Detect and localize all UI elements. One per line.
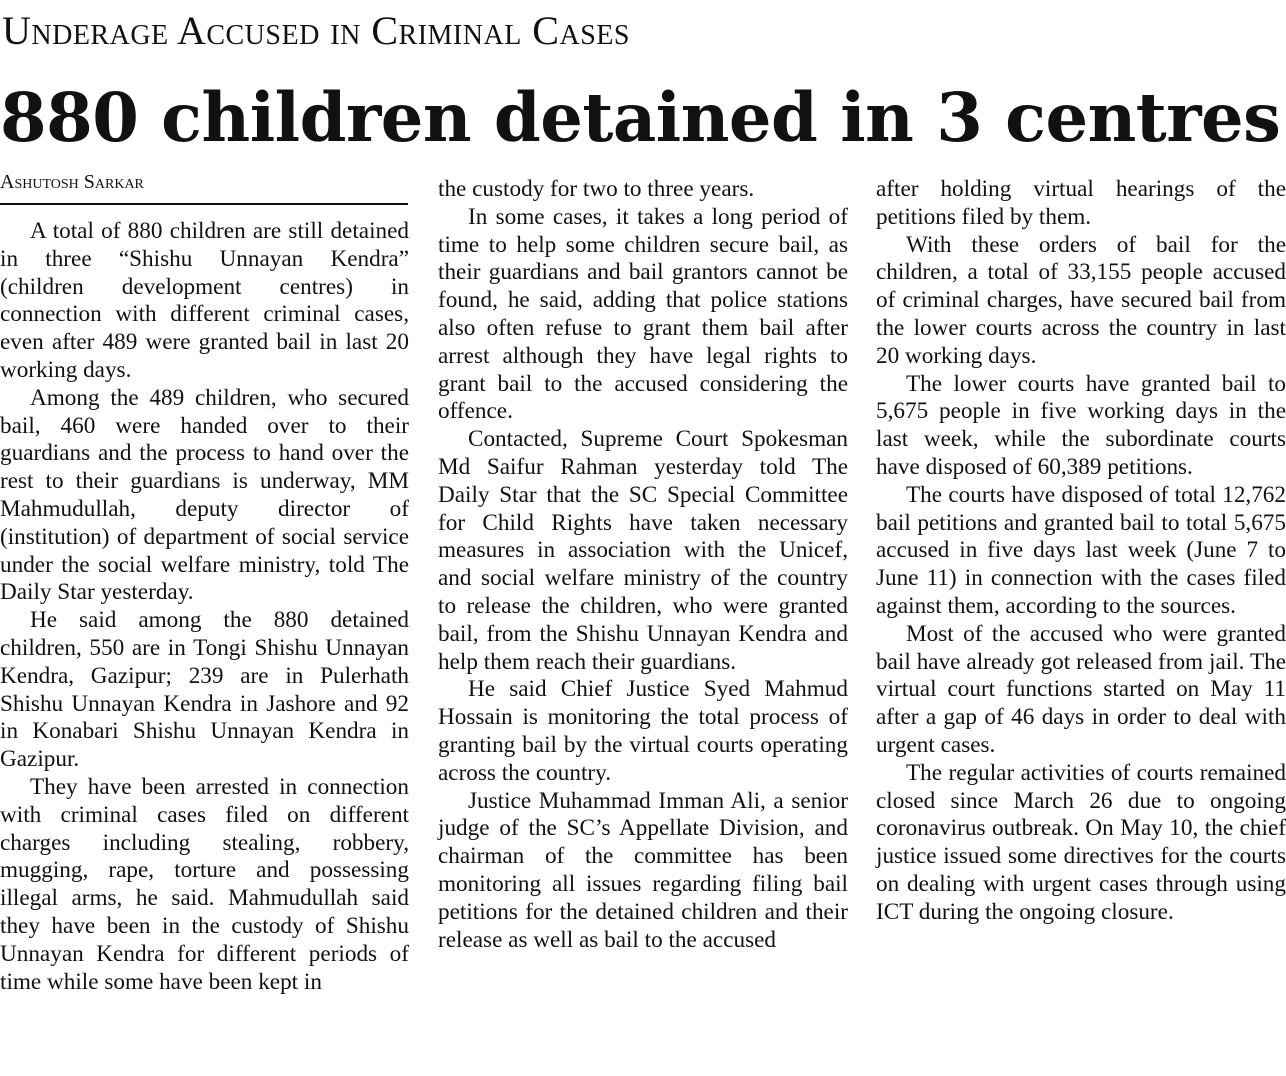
- article-column-2: [438, 176, 848, 1070]
- paragraph-continuation: the custody for two to three years.: [438, 176, 755, 202]
- article-column-1: [0, 218, 409, 1070]
- paragraph: Contacted, Supreme Court Spokesman Md Saifur Rahman yesterday told The Daily Star that the SC Special Committee for Child Rights have taken necessary measures in association with the Unicef, and social welfare ministry of the country to release the children, who were granted bail, from the Shishu Unnayan Kendra and help them reach their guardians.: [438, 426, 848, 675]
- paragraph: A total of 880 children are still detained in three “Shishu Unnayan Kendra” (children development centres) in connection with different criminal cases, even after 489 were granted bail in last 20 working days.: [0, 218, 409, 383]
- paragraph: The regular activities of courts remained closed since March 26 due to ongoing coronavirus outbreak. On May 10, the chief justice issued some directives for the courts on dealing with urgent cases through using ICT during the ongoing closure.: [876, 759, 1286, 925]
- byline: Ashutosh Sarkar: [0, 170, 408, 205]
- paragraph-continuation: after holding virtual hearings of the petitions filed by them.: [876, 176, 1286, 230]
- paragraph: He said among the 880 detained children, 550 are in Tongi Shishu Unnayan Kendra, Gazipur; 239 are in Pulerhath Shishu Unnayan Kendra in Jashore and 92 in Konabari Shishu Unnayan Kendra in Gazipur.: [0, 607, 409, 773]
- kicker: Underage Accused in Criminal Cases: [2, 8, 630, 53]
- headline: 880 children detained in 3 centres: [0, 78, 1281, 157]
- paragraph: The courts have disposed of total 12,762 bail petitions and granted bail to total 5,675 accused in five days last week (June 7 to June 11) in connection with the cases filed against them, according to the sources.: [876, 481, 1286, 619]
- paragraph: Most of the accused who were granted bail have already got released from jail. The virtual court functions started on May 11 after a gap of 46 days in order to deal with urgent cases.: [876, 620, 1286, 758]
- paragraph: In some cases, it takes a long period of time to help some children secure bail, as their guardians and bail grantors cannot be found, he said, adding that police stations also often refuse to grant them bail after arrest although they have legal rights to grant bail to the accused considering the offence.: [438, 203, 848, 425]
- paragraph: He said Chief Justice Syed Mahmud Hossain is monitoring the total process of granting bail by the virtual courts operating across the country.: [438, 676, 848, 786]
- paragraph: With these orders of bail for the children, a total of 33,155 people accused of criminal charges, have secured bail from the lower courts across the country in last 20 working days.: [876, 231, 1286, 369]
- paragraph: Among the 489 children, who secured bail, 460 were handed over to their guardians and the process to hand over the rest to their guardians is underway, MM Mahmudullah, deputy director of (institution) of department of social service under the social welfare ministry, told The Daily Star yesterday.: [0, 384, 409, 606]
- paragraph: The lower courts have granted bail to 5,675 people in five working days in the last week, while the subordinate courts have disposed of 60,389 petitions.: [876, 370, 1286, 480]
- paragraph: Justice Muhammad Imman Ali, a senior judge of the SC’s Appellate Division, and chairman of the committee has been monitoring all issues regarding filing bail petitions for the detained children and their release as well as bail to the accused: [438, 787, 848, 953]
- paragraph: They have been arrested in connection with criminal cases filed on different charges including stealing, robbery, mugging, rape, torture and possessing illegal arms, he said. Mahmudullah said they have been in the custody of Shishu Unnayan Kendra for different periods of time while some have been kept in: [0, 773, 409, 995]
- article-column-3: [876, 176, 1286, 1070]
